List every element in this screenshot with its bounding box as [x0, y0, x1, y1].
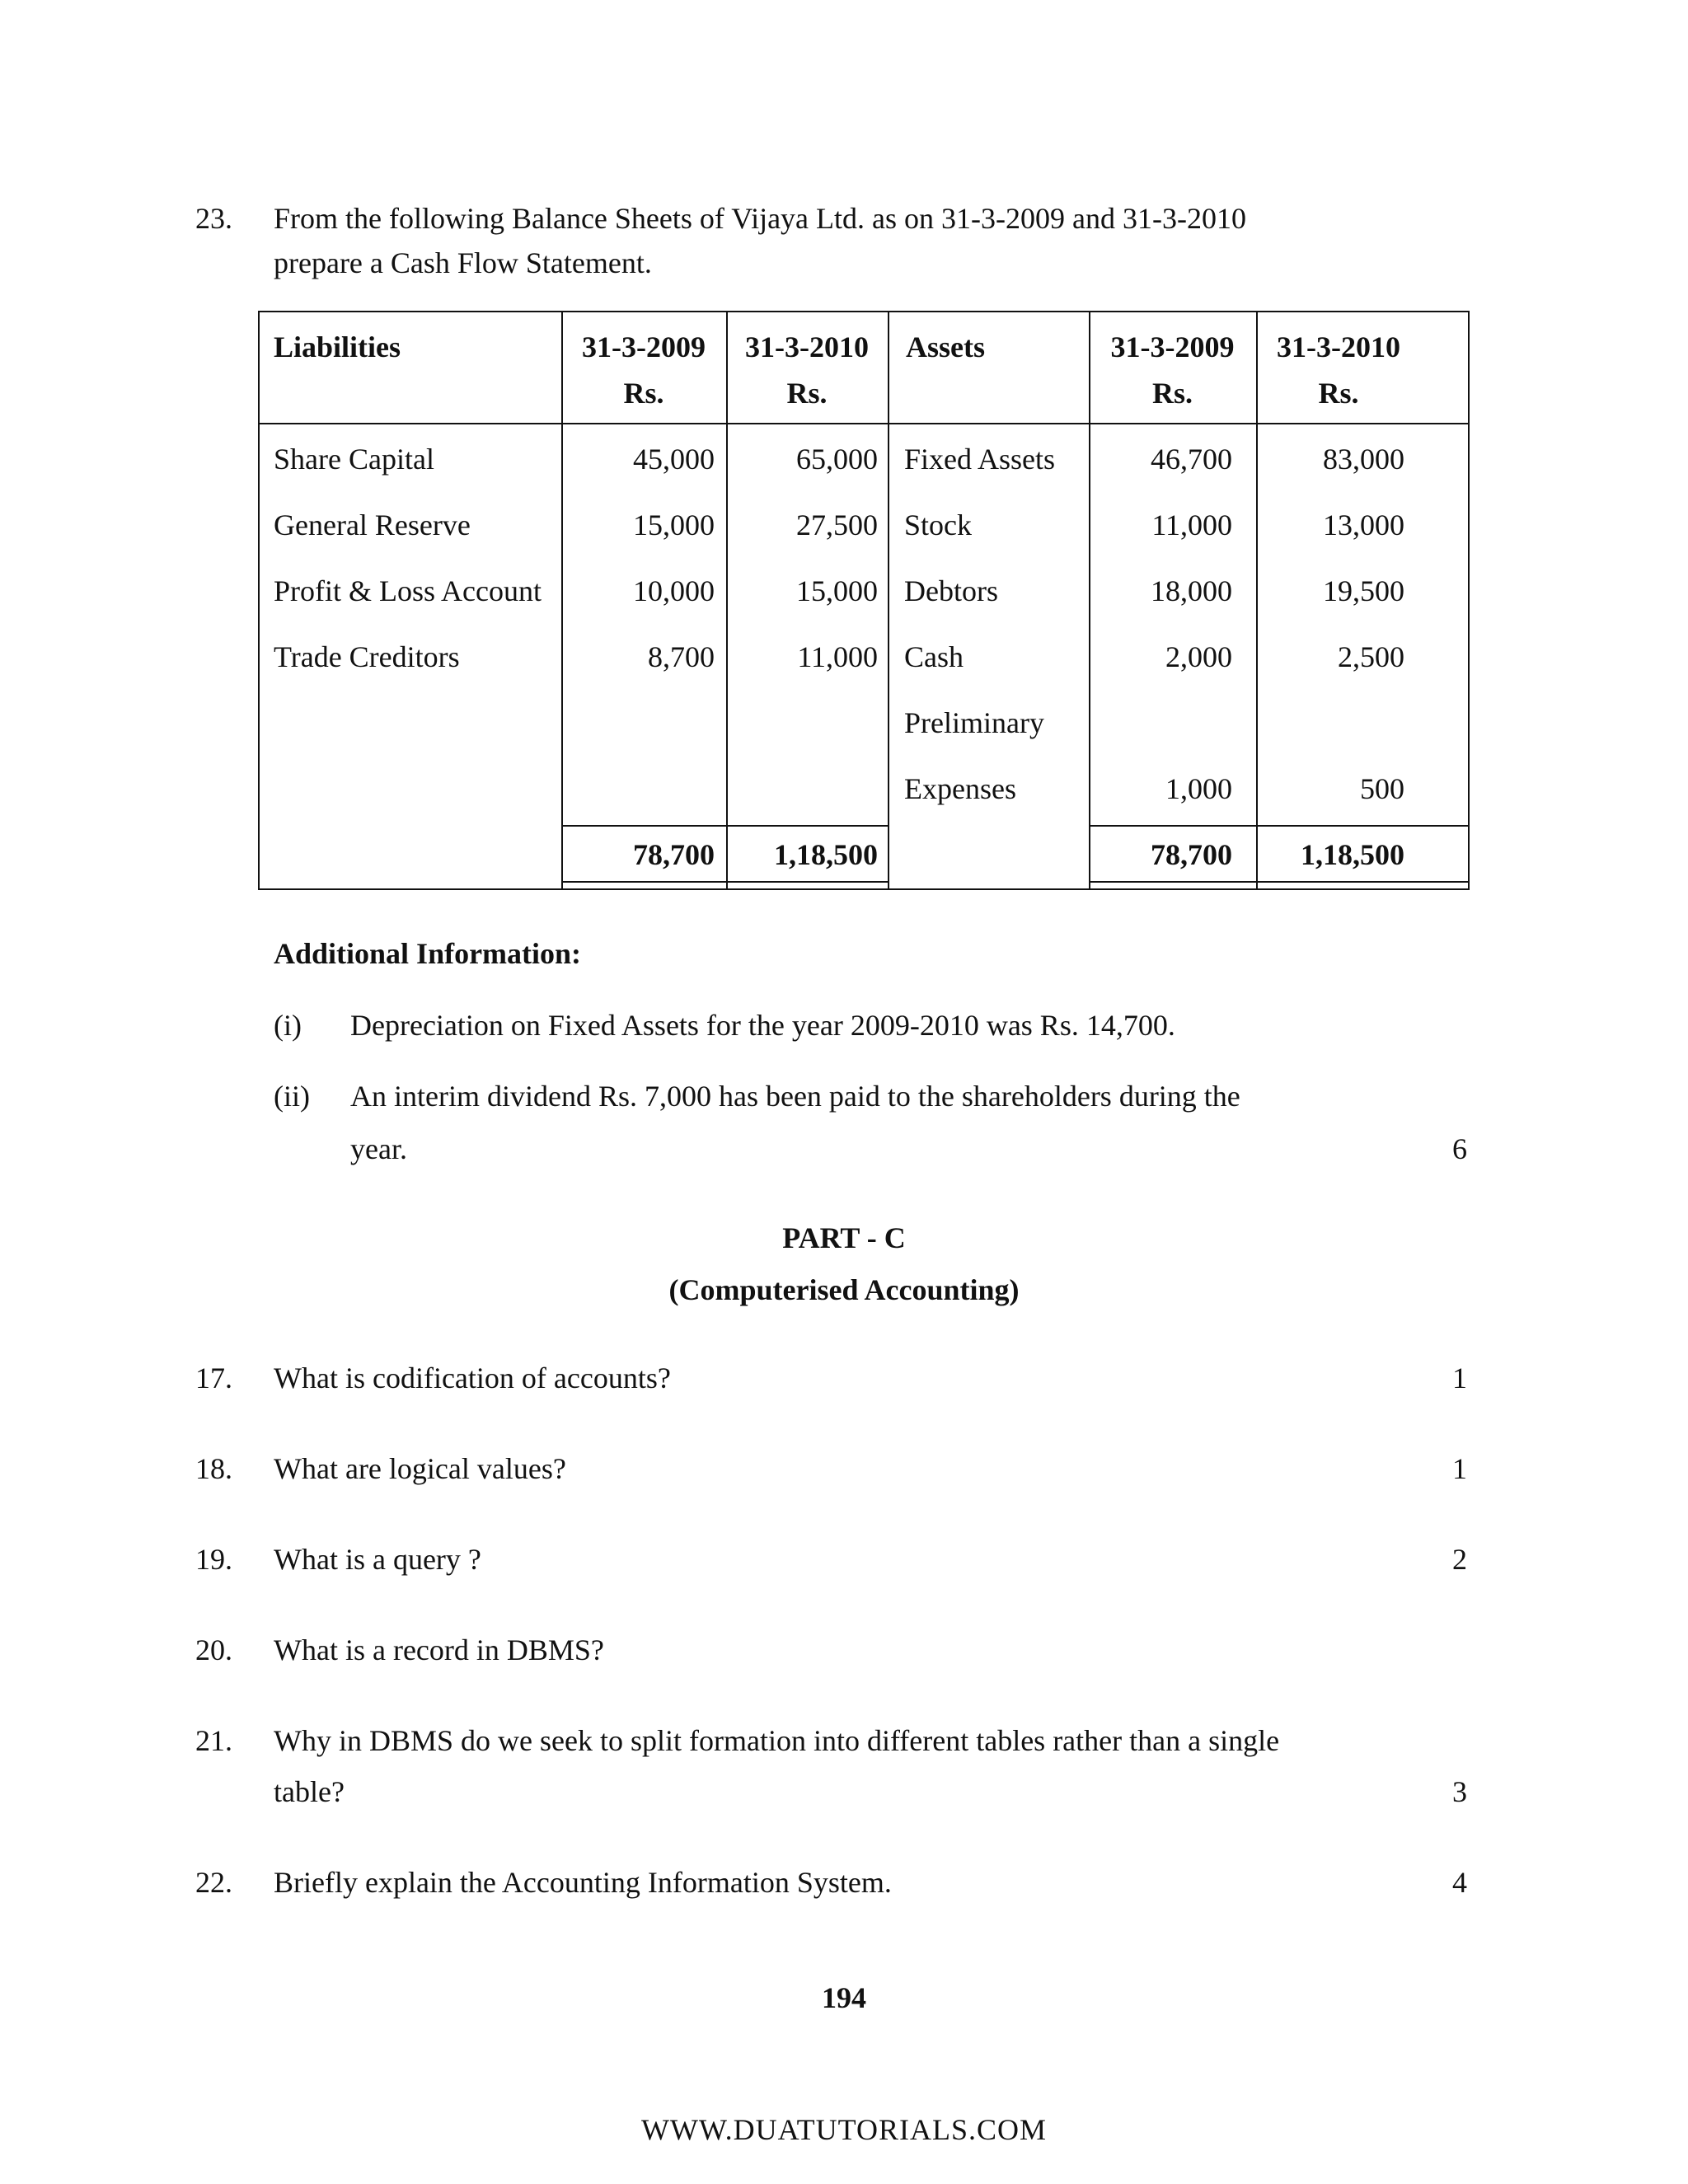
question-text: What is a query ? — [274, 1543, 481, 1576]
liability-name: Profit & Loss Account — [274, 574, 542, 607]
liability-name: General Reserve — [274, 509, 471, 541]
asset-name: Stock — [904, 509, 973, 541]
question-text-line2: prepare a Cash Flow Statement. — [274, 246, 652, 279]
asset-2010: 500 — [1360, 772, 1404, 805]
question-number: 17. — [195, 1361, 232, 1394]
liability-2010: 27,500 — [796, 509, 878, 541]
liability-2010: 15,000 — [796, 574, 878, 607]
header-liab-2009-currency: Rs. — [623, 377, 664, 410]
question-number: 22. — [195, 1866, 232, 1899]
additional-item-label: (i) — [274, 1009, 302, 1042]
question-number: 19. — [195, 1543, 232, 1576]
asset-2009: 11,000 — [1151, 509, 1232, 541]
part-subtitle: (Computerised Accounting) — [668, 1273, 1020, 1306]
asset-2010: 2,500 — [1338, 640, 1404, 673]
marks: 6 — [1452, 1132, 1467, 1165]
liability-name: Share Capital — [274, 443, 434, 476]
marks: 2 — [1452, 1543, 1467, 1576]
asset-2009: 18,000 — [1151, 574, 1232, 607]
question-text: What is codification of accounts? — [274, 1361, 671, 1394]
question-number: 21. — [195, 1724, 232, 1757]
additional-item-text: Depreciation on Fixed Assets for the year 2009-2010 was Rs. 14,700. — [350, 1009, 1175, 1042]
liability-2010: 11,000 — [797, 640, 878, 673]
asset-name: Debtors — [904, 574, 998, 607]
part-title: PART - C — [782, 1221, 906, 1254]
header-assets: Assets — [906, 330, 985, 363]
header-asset-2010-currency: Rs. — [1318, 377, 1359, 410]
marks: 1 — [1452, 1361, 1467, 1394]
liability-2009: 10,000 — [633, 574, 715, 607]
asset-2010: 19,500 — [1323, 574, 1404, 607]
question-text: From the following Balance Sheets of Vijaya Ltd. as on 31-3-2009 and 31-3-2010 — [274, 202, 1246, 235]
asset-2010: 83,000 — [1323, 443, 1404, 476]
liability-2009: 45,000 — [633, 443, 715, 476]
balance-sheet-table — [258, 311, 1470, 890]
marks: 3 — [1452, 1775, 1467, 1808]
question-number: 23. — [195, 202, 232, 235]
asset-2009: 46,700 — [1151, 443, 1232, 476]
header-asset-2009: 31-3-2009 — [1110, 330, 1235, 363]
header-liabilities: Liabilities — [274, 330, 401, 363]
marks: 4 — [1452, 1866, 1467, 1899]
header-liab-2010-currency: Rs. — [786, 377, 828, 410]
asset-name: Expenses — [904, 772, 1016, 805]
page-number: 194 — [822, 1981, 866, 2014]
question-text: Why in DBMS do we seek to split formation into different tables rather than a single — [274, 1724, 1280, 1757]
question-text: What is a record in DBMS? — [274, 1633, 604, 1666]
total-assets-2010: 1,18,500 — [1301, 838, 1404, 871]
question-text-line2: table? — [274, 1775, 345, 1808]
asset-name: Preliminary — [904, 706, 1044, 739]
total-liabilities-2009: 78,700 — [633, 838, 715, 871]
header-asset-2009-currency: Rs. — [1151, 377, 1193, 410]
asset-2009: 2,000 — [1165, 640, 1232, 673]
question-text: What are logical values? — [274, 1452, 566, 1485]
additional-item-text: An interim dividend Rs. 7,000 has been paid to the shareholders during the — [350, 1080, 1240, 1113]
question-number: 20. — [195, 1633, 232, 1666]
additional-item-label: (ii) — [274, 1080, 310, 1113]
asset-2010: 13,000 — [1323, 509, 1404, 541]
marks: 1 — [1452, 1452, 1467, 1485]
question-text: Briefly explain the Accounting Information System. — [274, 1866, 892, 1899]
header-asset-2010: 31-3-2010 — [1277, 330, 1400, 363]
liability-2009: 8,700 — [648, 640, 715, 673]
additional-item-text-line2: year. — [350, 1132, 407, 1165]
total-liabilities-2010: 1,18,500 — [774, 838, 878, 871]
asset-name: Cash — [904, 640, 964, 673]
header-liab-2009: 31-3-2009 — [582, 330, 706, 363]
footer-url: WWW.DUATUTORIALS.COM — [641, 2113, 1047, 2146]
liability-2010: 65,000 — [796, 443, 878, 476]
header-liab-2010: 31-3-2010 — [745, 330, 869, 363]
liability-name: Trade Creditors — [274, 640, 460, 673]
total-assets-2009: 78,700 — [1151, 838, 1232, 871]
liability-2009: 15,000 — [633, 509, 715, 541]
asset-2009: 1,000 — [1165, 772, 1232, 805]
question-number: 18. — [195, 1452, 232, 1485]
asset-name: Fixed Assets — [904, 443, 1056, 476]
additional-info-heading: Additional Information: — [274, 937, 582, 970]
